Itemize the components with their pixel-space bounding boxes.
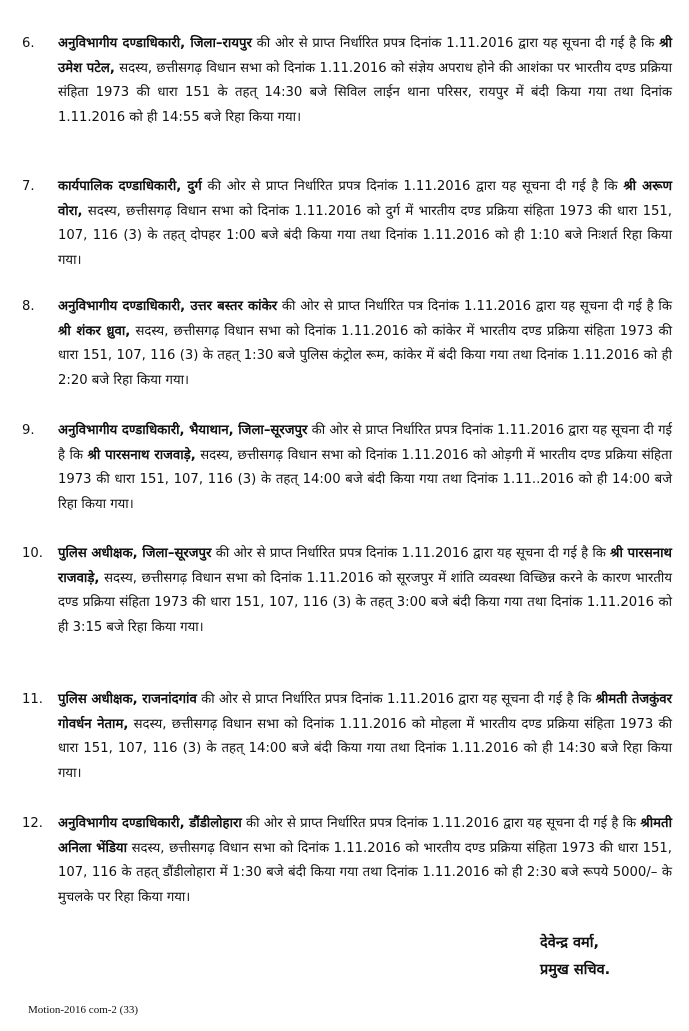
item-text [58,542,672,640]
item-text [58,32,672,130]
item-text-part2: सदस्य, छत्तीसगढ़ विधान सभा को दिनांक 1.11.2016 को भारतीय दण्ड प्रक्रिया संहिता 1973 की धारा 151, 107, 116 के तहत् डौंडीलोहारा में 1:30 बजे बंदी किया गया तथा दिनांक 1.11.2016 को ही 2:30 बजे रूपये 5000/– के मुचलके पर रिहा किया गया। [58,840,672,905]
member-name: श्रीमती तेजकुंवर गोवर्धन नेताम, [58,692,672,732]
authority-name: कार्यपालिक दण्डाधिकारी, दुर्ग [58,179,202,194]
authority-name: अनुविभागीय दण्डाधिकारी, डौंडीलोहारा [58,816,242,831]
item-number: 11. [22,692,43,707]
authority-name: पुलिस अधीक्षक, राजनांदगांव [58,692,197,707]
signatory-name: देवेन्द्र वर्मा, [540,935,599,951]
page-footer: Motion-2016 com-2 (33) [28,1004,138,1016]
authority-name: अनुविभागीय दण्डाधिकारी, जिला–रायपुर [58,36,252,51]
item-number: 6. [22,36,35,51]
list-item-12 [22,812,672,910]
item-text-part1: की ओर से प्राप्त निर्धारित प्रपत्र दिनांक 1.11.2016 द्वारा यह सूचना दी गई है कि [211,546,611,561]
item-text-part1: की ओर से प्राप्त निर्धारित पत्र दिनांक 1.11.2016 द्वारा यह सूचना दी गई है कि [277,299,672,314]
item-number: 10. [22,546,43,561]
member-name: श्री उमेश पटेल, [58,36,672,76]
item-text-part2: सदस्य, छत्तीसगढ़ विधान सभा को दिनांक 1.11.2016 को मोहला में भारतीय दण्ड प्रक्रिया संहिता 1973 की धारा 151, 107, 116 (3) के तहत् 14:00 बजे बंदी किया गया तथा दिनांक 1.11.2016 को ही 14:30 बजे रिहा किया गया। [58,716,672,781]
member-name: श्री शंकर ध्रुवा, [58,323,131,339]
member-name: श्री पारसनाथ राजवाड़े, [87,447,196,463]
item-text [58,812,672,910]
item-text [58,175,672,273]
item-number: 12. [22,816,43,831]
authority-name: अनुविभागीय दण्डाधिकारी, उत्तर बस्तर कांकेर [58,299,278,314]
list-item-9 [22,419,672,517]
item-number: 9. [22,423,35,438]
item-text [58,688,672,786]
item-text [58,419,672,517]
member-name: श्री अरूण वोरा, [58,179,673,219]
list-item-7 [22,175,672,273]
item-text-part1: की ओर से प्राप्त निर्धारित प्रपत्र दिनांक 1.11.2016 द्वारा यह सूचना दी गई है कि [58,423,672,463]
item-text-part2: सदस्य, छत्तीसगढ़ विधान सभा को दिनांक 1.11.2016 को सूरजपुर में शांति व्यवस्था विच्छिन्न करने के कारण भारतीय दण्ड प्रक्रिया संहिता 1973 की धारा 151, 107, 116 (3) के तहत् 3:00 बजे बंदी किया गया तथा दिनांक 1.11.2016 को ही 3:15 बजे रिहा किया गया। [58,570,672,635]
item-text [58,295,672,393]
member-name: श्रीमती अनिला भेंडिया [58,816,672,856]
item-text-part1: की ओर से प्राप्त निर्धारित प्रपत्र दिनांक 1.11.2016 द्वारा यह सूचना दी गई है कि [196,692,596,707]
item-text-part2: सदस्य, छत्तीसगढ़ विधान सभा को दिनांक 1.11.2016 को दुर्ग में भारतीय दण्ड प्रक्रिया संहिता 1973 की धारा 151, 107, 116 (3) के तहत् दोपहर 1:00 बजे बंदी किया गया तथा दिनांक 1.11.2016 को ही 1:10 बजे निःशर्त रिहा किया गया। [58,203,672,268]
item-text-part1: की ओर से प्राप्त निर्धारित प्रपत्र दिनांक 1.11.2016 द्वारा यह सूचना दी गई है कि [251,36,660,51]
item-number: 8. [22,299,35,314]
item-text-part2: सदस्य, छत्तीसगढ़ विधान सभा को दिनांक 1.11.2016 को ओड़गी में भारतीय दण्ड प्रक्रिया संहिता 1973 की धारा 151, 107, 116 (3) के तहत् 14:00 बजे बंदी किया गया तथा दिनांक 1.11..2016 को ही 14:00 बजे रिहा किया गया। [58,447,672,512]
item-text-part2: सदस्य, छत्तीसगढ़ विधान सभा को दिनांक 1.11.2016 को संज्ञेय अपराध होने की आशंका पर भारतीय दण्ड प्रक्रिया संहिता 1973 की धारा 151 के तहत् 14:30 बजे सिविल लाईन थाना परिसर, रायपुर में बंदी किया गया तथा दिनांक 1.11.2016 को ही 14:55 बजे रिहा किया गया। [58,60,672,125]
item-text-part1: की ओर से प्राप्त निर्धारित प्रपत्र दिनांक 1.11.2016 द्वारा यह सूचना दी गई है कि [241,816,641,831]
authority-name: अनुविभागीय दण्डाधिकारी, भैयाथान, जिला–सूरजपुर [58,423,308,438]
list-item-6 [22,32,672,130]
list-item-10 [22,542,672,640]
item-number: 7. [22,179,35,194]
signatory-designation: प्रमुख सचिव. [540,962,611,978]
signature-block [540,930,680,984]
member-name: श्री पारसनाथ राजवाड़े, [58,546,672,586]
list-item-8 [22,295,672,393]
item-text-part2: सदस्य, छत्तीसगढ़ विधान सभा को दिनांक 1.11.2016 को कांकेर में भारतीय दण्ड प्रक्रिया संहिता 1973 की धारा 151, 107, 116 (3) के तहत् 1:30 बजे पुलिस कंट्रोल रूम, कांकेर में बंदी किया गया तथा दिनांक 1.11.2016 को ही 2:20 बजे रिहा किया गया। [58,323,672,388]
item-text-part1: की ओर से प्राप्त निर्धारित प्रपत्र दिनांक 1.11.2016 द्वारा यह सूचना दी गई है कि [201,179,624,194]
authority-name: पुलिस अधीक्षक, जिला–सूरजपुर [58,546,212,561]
list-item-11 [22,688,672,786]
